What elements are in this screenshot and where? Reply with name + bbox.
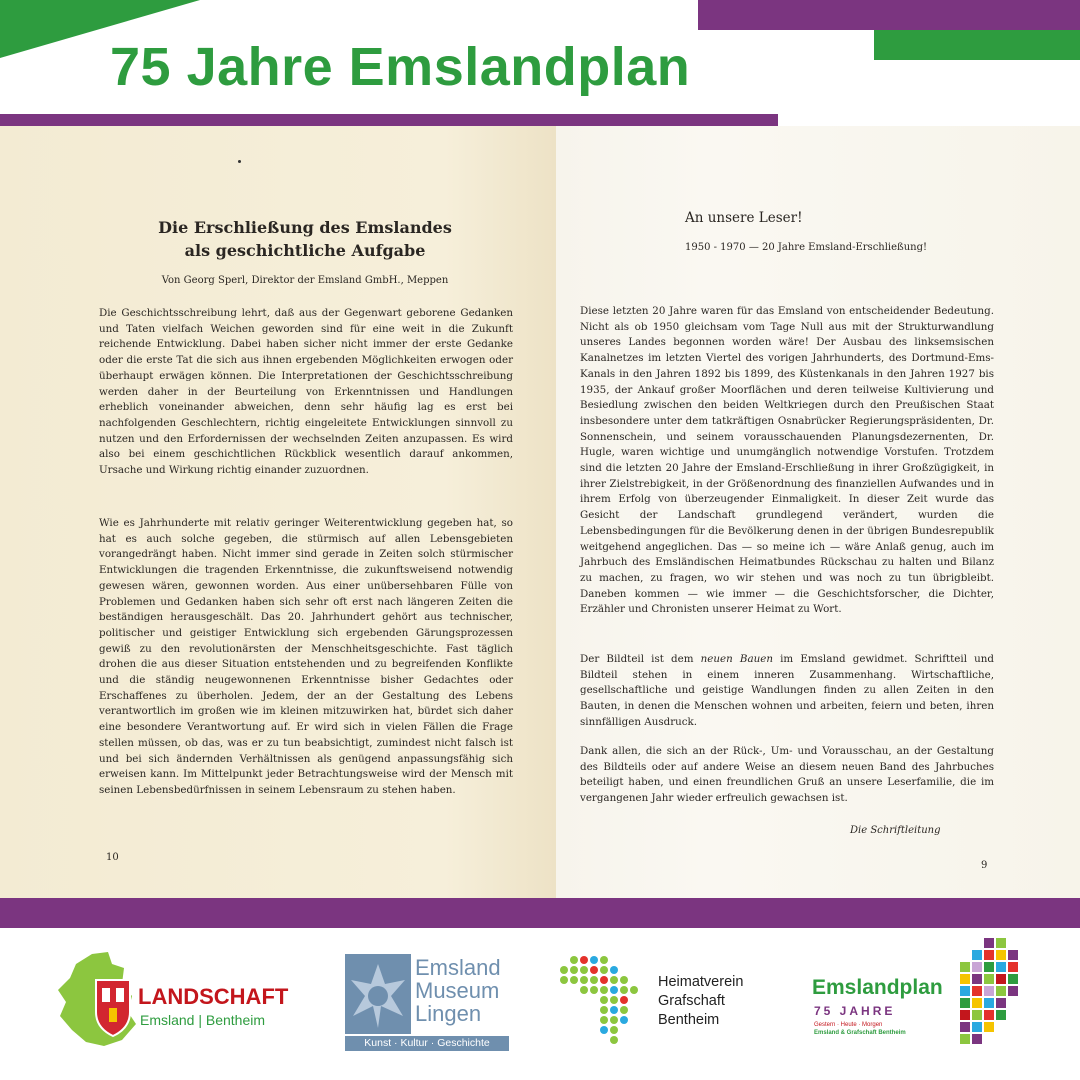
right-page-number: 9 <box>981 860 988 871</box>
emslandplan-tagline-2: Emsland & Grafschaft Bentheim <box>814 1030 906 1036</box>
landschaft-subtitle: Emsland | Bentheim <box>140 1012 266 1028</box>
title-underline-bar <box>0 114 778 126</box>
print-dot <box>238 160 241 163</box>
museum-name-line1: Emsland <box>415 955 501 980</box>
museum-tagline: Kunst · Kultur · Geschichte <box>345 1036 509 1051</box>
left-paragraph-2: Wie es Jahrhunderte mit relativ geringer Weiterentwicklung gegeben hat, so hat es auch solche gegeben, die stürmisch auf allen Lebensgebieten vorangedrängt haben. Nicht immer sind gerade in Zeiten solch stürmischer Entwicklungen die tragenden Erkenntnisse, die zukunftsweisend notwendig gewesen wären, gewonnen worden. Aus einer unübersehbaren Fülle von Problemen und Gedanken haben sich sehr oft erst nach längeren Zeiten die beständigen herausgeschält. Das 20. Jahrhundert gehört aus technischer, politischer und geistiger Entwicklung sich ergebenden Gärungsprozessen gewiß zu den revolutionärsten der Menschheitsgeschichte. Fast täglich drohen die aus dieser Situation entstehenden und zu begreifenden Konflikte und die ständig neugewonnenen Erkenntnisse bisher Gedachtes oder Erschaffenes zu überholen. Jedem, der an der Gestaltung des Lebens verantwortlich im großen wie im kleinen mitzuwirken hat, bürdet sich daher eine besondere Verantwortung auf. Er wird sich in vielen Fällen die Frage stellen müssen, ob das, was er zu tun beabsichtigt, zumindest nicht falsch ist und bei sich ändernden Verhältnissen als genügend anpassungsfähig sich erweisen kann. Im Mittelpunkt jeder Betrachtungsweise wird der Mensch mit seinen Lebensbedürfnissen in seinem Lebensraum zu stehen haben. <box>99 517 513 796</box>
right-paragraph-2-start: Der Bildteil ist dem <box>580 653 701 665</box>
logo-emsland-museum <box>343 952 511 1052</box>
logo-emslandplan <box>812 936 1022 1048</box>
museum-name <box>415 956 501 1025</box>
heimatverein-dots-icon <box>560 955 644 1047</box>
right-paragraph-2-emphasis: neuen Bauen <box>700 653 773 665</box>
article-author: Von Georg Sperl, Direktor der Emsland GmbH., Meppen <box>161 275 449 286</box>
article-title-line1: Die Erschließung des Emslandes <box>158 218 452 237</box>
left-paragraph-1: Die Geschichtsschreibung lehrt, daß aus der Gegenwart geborene Gedanken und Taten vielfach Weichen geworden sind für eine weit in die Zukunft reichende Entwicklung. Dabei haben sicher nicht immer der erste Gedanke oder die erste Tat die sich aus ihnen ergebenden Möglichkeiten erwogen oder überhaupt erwägen können. Die Interpretationen der Geschichtsschreibung werden daher in der Beurteilung von Erkenntnissen und Handlungen erheblich voneinander abweichen, denn sehr häufig lag es erst bei nachfolgenden Geschlechtern, richtig eingeleitete Entwicklungen sinnvoll zu nutzen und den Erfordernissen der wechselnden Zeiten anzupassen. Es wird also bei einem geschichtlichen Rückblick wesentlich darauf ankommen, Ursache und Wirkung richtig einander zuzuordnen. <box>99 307 513 477</box>
heimatverein-name <box>658 973 743 1030</box>
right-paragraph-2 <box>580 652 994 731</box>
left-page-number: 10 <box>106 852 119 863</box>
museum-star-icon <box>345 954 411 1034</box>
footer-purple-bar <box>0 898 1080 928</box>
right-paragraph-1: Diese letzten 20 Jahre waren für das Emsland von entscheidender Bedeutung. Nicht als ob 1950 gleichsam vom Tage Null aus mit der Strukturwandlung unseres Landes begonnen worden wäre! Der Ausbau des linksemsischen Kanalnetzes im letzten Viertel des vorigen Jahrhunderts, des Dortmund-Ems-Kanals in den Jahren 1892 bis 1899, des Küstenkanals in den Jahren 1927 bis 1935, der Ankauf großer Moorflächen und deren teilweise Kultivierung und Besiedlung zwischen den beiden Weltkriegen durch den Preußischen Staat insbesondere unter dem tatkräftigen Osnabrücker Regierungspräsidenten, Dr. Sonnenschein, und seinem vorausschauenden Planungsdezernenten, Dr. Hugle, waren wichtige und unumgänglich notwendige Vorstufen. Trotzdem sind die letzten 20 Jahre der Emsland-Erschließung in ihrer Großzügigkeit, in ihrer Zielstrebigkeit, in der Größenordnung des finanziellen Aufwandes und in ihrem Erfolg von überzeugender Einmaligkeit. In dieser Zeit wurde das Gesicht der Landschaft grundlegend verändert, wurden die Lebensbedingungen für die Bevölkerung denen in der übrigen Bundesrepublik weitgehend angeglichen. Das — so meine ich — wäre Anlaß genug, auch im Jahrbuch des Emsländischen Heimatbundes Rückschau zu halten und Bilanz zu machen, zu fragen, wo wir stehen und was noch zu tun übrigbleibt. Daneben kommen — wie immer — die Geschichtsforscher, die Dichter, Erzähler und Chronisten unserer Heimat zu Wort. <box>580 305 994 616</box>
landschaft-map-icon <box>52 950 152 1050</box>
emslandplan-tagline-1: Gestern · Heute · Morgen <box>814 1022 883 1028</box>
heimatverein-line1: Heimatverein <box>658 974 744 990</box>
logo-landschaft <box>52 950 302 1050</box>
heimatverein-line2: Grafschaft <box>658 993 725 1009</box>
right-paragraph-2-end: im Emsland gewidmet. Schriftteil und Bildteil stehen in einem inneren Zusammenhang. Wirtschaftliche, gesellschaftliche und geistige Wandlungen finden zu allen Zeiten in den Bauten, in denen die Menschen wohnen und arbeiten, feiern und beten, ihren sinnfälligen Ausdruck. <box>580 653 994 728</box>
page-title: 75 Jahre Emslandplan <box>110 37 691 97</box>
museum-name-line2: Museum <box>415 978 500 1003</box>
museum-name-line3: Lingen <box>415 1001 482 1026</box>
heimatverein-line3: Bentheim <box>658 1012 720 1028</box>
header-green-bar <box>874 30 1080 60</box>
landschaft-name: LANDSCHAFT <box>138 984 289 1009</box>
right-paragraph-3: Dank allen, die sich an der Rück-, Um- und Vorausschau, an der Gestaltung des Bildteils oder auf andere Weise an diesem neuen Band des Jahrbuches beteiligt haben, und einen freundlichen Gruß an unsere Leserfamilie, die im vergangenen Jahr wieder erfreulich gewachsen ist. <box>580 745 994 805</box>
editorial-signature: Die Schriftleitung <box>850 825 941 836</box>
article-title-line2: als geschichtliche Aufgabe <box>184 241 426 260</box>
editorial-title: An unsere Leser! <box>685 210 803 226</box>
header-purple-bar <box>698 0 1080 30</box>
editorial-subtitle: 1950 - 1970 — 20 Jahre Emsland-Erschließung! <box>685 242 928 253</box>
article-title <box>100 216 510 262</box>
emslandplan-years: 75 JAHRE <box>814 1004 896 1018</box>
logo-heimatverein <box>560 955 780 1050</box>
emslandplan-mosaic-icon <box>956 936 1020 1048</box>
emslandplan-name: Emslandplan <box>812 976 943 999</box>
